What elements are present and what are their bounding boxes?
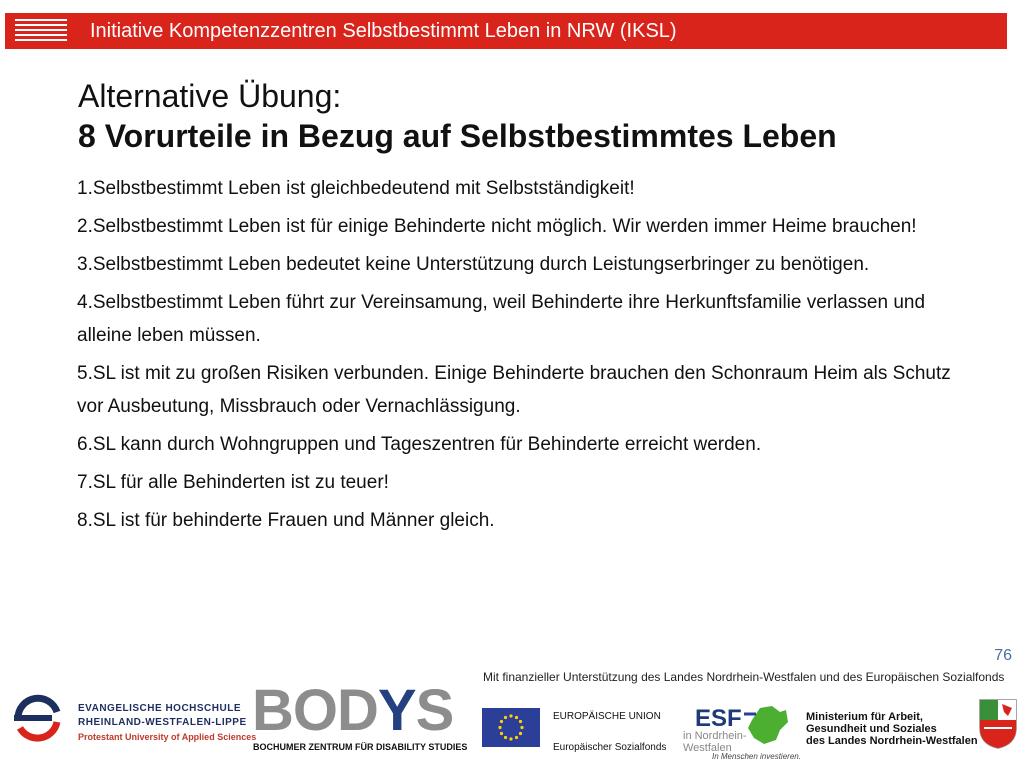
list-item: 2.Selbstbestimmt Leben ist für einige Behinderte nicht möglich. Wir werden immer Heime brauchen! — [77, 216, 917, 237]
esf-nrw-text — [683, 730, 747, 754]
slide-title-line2: 8 Vorurteile in Bezug auf Selbstbestimmtes Leben — [78, 118, 837, 154]
funding-text: Mit finanzieller Unterstützung des Landes Nordrhein-Westfalen und des Europäischen Sozialfonds — [483, 670, 1005, 684]
esf-line1: in Nordrhein- — [683, 730, 747, 742]
ehs-logo-text — [78, 702, 256, 744]
header-bar — [5, 13, 1007, 49]
prejudice-list — [77, 172, 977, 542]
bodys-subtitle: BOCHUMER ZENTRUM FÜR DISABILITY STUDIES — [253, 742, 468, 752]
ministry-line2: Gesundheit und Soziales — [806, 723, 937, 735]
nrw-coat-of-arms-icon — [978, 698, 1018, 750]
list-item: 3.Selbstbestimmt Leben bedeutet keine Unterstützung durch Leistungserbringer zu benötigen. — [77, 254, 870, 275]
bodys-word-c: S — [415, 678, 454, 743]
list-item: 5.SL ist mit zu großen Risiken verbunden. Einige Behinderte brauchen den Schonraum Heim als Schutz vor Ausbeutung, Missbrauch oder Vernachlässigung. — [77, 363, 951, 417]
bodys-word-b: Y — [377, 678, 416, 743]
list-item: 6.SL kann durch Wohngruppen und Tageszentren für Behinderte erreicht werden. — [77, 434, 762, 455]
esf-logo-word: ESF — [695, 705, 742, 732]
bodys-logo — [252, 678, 454, 743]
list-item: 8.SL ist für behinderte Frauen und Männer gleich. — [77, 510, 495, 531]
slide-title-line1: Alternative Übung: — [78, 78, 342, 114]
ehs-logo-icon — [10, 690, 65, 745]
eu-union-label: EUROPÄISCHE UNION — [553, 711, 661, 722]
ministry-line3: des Landes Nordrhein-Westfalen — [806, 735, 978, 747]
ministry-label — [806, 711, 978, 747]
ehs-line1: EVANGELISCHE HOCHSCHULE — [78, 703, 241, 714]
list-item: 7.SL für alle Behinderten ist zu teuer! — [77, 472, 389, 493]
bodys-word-a: BOD — [252, 678, 378, 743]
ehs-line2: RHEINLAND-WESTFALEN-LIPPE — [78, 717, 247, 728]
page-number: 76 — [994, 647, 1012, 664]
ehs-line3: Protestant University of Applied Sciences — [78, 732, 257, 742]
list-item: 4.Selbstbestimmt Leben führt zur Vereinsamung, weil Behinderte ihre Herkunftsfamilie verlassen und alleine leben müssen. — [77, 292, 926, 346]
menu-lines-icon — [15, 19, 67, 43]
esf-slogan: In Menschen investieren. — [712, 752, 801, 761]
esf-line2: Westfalen — [683, 742, 732, 754]
header-title: Initiative Kompetenzzentren Selbstbestimmt Leben in NRW (IKSL) — [90, 20, 677, 42]
list-item: 1.Selbstbestimmt Leben ist gleichbedeutend mit Selbstständigkeit! — [77, 178, 635, 199]
nrw-map-icon — [742, 700, 790, 748]
eu-fund-label: Europäischer Sozialfonds — [553, 742, 667, 753]
ministry-line1: Ministerium für Arbeit, — [806, 711, 923, 723]
eu-flag-icon — [482, 708, 540, 747]
